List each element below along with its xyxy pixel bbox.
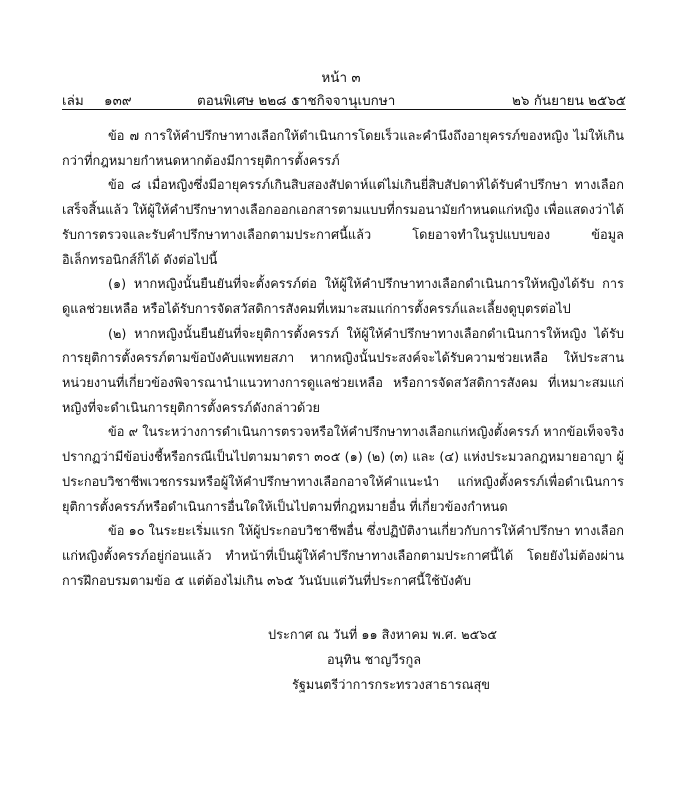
header-date: ๒๖ กันยายน ๒๕๖๕ <box>512 93 626 109</box>
clause-9: ข้อ ๙ ในระหว่างการดำเนินการตรวจหรือให้คำปรึกษาทางเลือกแก่หญิงตั้งครรภ์ หากข้อเท็จจริงปรากฏว่ามีข้อบ่งชี้หรือกรณีเป็นไปตามมาตรา ๓๐๕ (๑) (๒) (๓) และ (๔) แห่งประมวลกฎหมายอาญา ผู้ประกอบวิชาชีพเวชกรรมหรือผู้ให้คำปรึกษาทางเลือกอาจให้คำแนะนำ แก่หญิงตั้งครรภ์เพื่อดำเนินการยุติการตั้งครรภ์หรือดำเนินการอื่นใดให้เป็นไปตามที่กฎหมายอื่น ที่เกี่ยวข้องกำหนด <box>62 425 624 515</box>
clause-10: ข้อ ๑๐ ในระยะเริ่มแรก ให้ผู้ประกอบวิชาชีพอื่น ซึ่งปฏิบัติงานเกี่ยวกับการให้คำปรึกษา ทางเลือกแก่หญิงตั้งครรภ์อยู่ก่อนแล้ว ทำหน้าที่เป็นผู้ให้คำปรึกษาทางเลือกตามประกาศนี้ได้ โดยยังไม่ต้องผ่านการฝึกอบรมตามข้อ ๕ แต่ต้องไม่เกิน ๓๖๕ วันนับแต่วันที่ประกาศนี้ใช้บังคับ <box>62 524 624 589</box>
signatory-name: อนุทิน ชาญวีรกูล <box>327 653 422 668</box>
gazette-header <box>62 87 626 110</box>
clause-8: ข้อ ๘ เมื่อหญิงซึ่งมีอายุครรภ์เกินสิบสองสัปดาห์แต่ไม่เกินยี่สิบสัปดาห์ได้รับคำปรึกษา ทางเลือกเสร็จสิ้นแล้ว ให้ผู้ให้คำปรึกษาทางเลือกออกเอกสารตามแบบที่กรมอนามัยกำหนดแก่หญิง เพื่อแสดงว่าได้รับการตรวจและรับคำปรึกษาทางเลือกตามประกาศนี้แล้ว โดยอาจทำในรูปแบบของ ข้อมูลอิเล็กทรอนิกส์ก็ได้ ดังต่อไปนี้ <box>62 178 624 268</box>
clause-7: ข้อ ๗ การให้คำปรึกษาทางเลือกให้ดำเนินการโดยเร็วและคำนึงถึงอายุครรภ์ของหญิง ไม่ให้เกินกว่าที่กฎหมายกำหนดหากต้องมีการยุติการตั้งครรภ์ <box>62 129 624 169</box>
header-edition: ตอนพิเศษ ๒๒๘ ง <box>197 93 298 109</box>
clause-8-item-2: (๒) หากหญิงนั้นยืนยันที่จะยุติการตั้งครรภ์ ให้ผู้ให้คำปรึกษาทางเลือกดำเนินการให้หญิง ได้รับการยุติการตั้งครรภ์ตามข้อบังคับแพทยสภา หากหญิงนั้นประสงค์จะได้รับความช่วยเหลือ ให้ประสานหน่วยงานที่เกี่ยวข้องพิจารณานำแนวทางการดูแลช่วยเหลือ หรือการจัดสวัสดิการสังคม ที่เหมาะสมแก่หญิงที่จะดำเนินการยุติการตั้งครรภ์ดังกล่าวด้วย <box>62 326 624 416</box>
header-book: เล่ม <box>62 93 84 109</box>
header-volume: ๑๓๙ <box>104 93 132 109</box>
clause-8-item-1: (๑) หากหญิงนั้นยืนยันที่จะตั้งครรภ์ต่อ ให้ผู้ให้คำปรึกษาทางเลือกดำเนินการให้หญิงได้รับ การดูแลช่วยเหลือ หรือได้รับการจัดสวัสดิการสังคมที่เหมาะสมแก่การตั้งครรภ์และเลี้ยงดูบุตรต่อไป <box>62 277 624 317</box>
body-text <box>62 125 624 594</box>
announcement-date: ประกาศ ณ วันที่ ๑๑ สิงหาคม พ.ศ. ๒๕๖๕ <box>268 628 498 643</box>
signatory-position: รัฐมนตรีว่าการกระทรวงสาธารณสุข <box>292 678 491 693</box>
header-gazette-title: ราชกิจจานุเบกษา <box>292 93 396 109</box>
page-number: หน้า ๓ <box>321 70 361 86</box>
